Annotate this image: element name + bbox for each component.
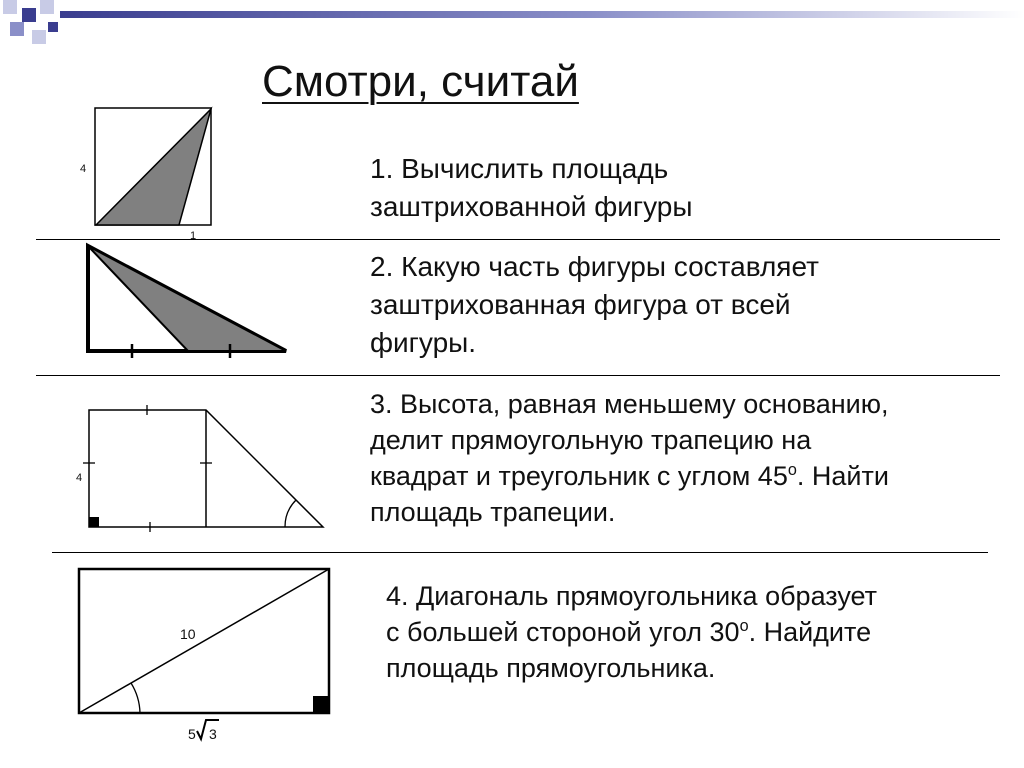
task-4-line: 4. Диагональ прямоугольника образует	[386, 581, 878, 611]
header-square	[32, 30, 46, 44]
header-square	[22, 8, 36, 22]
base-label-root: 3	[209, 726, 217, 742]
task-3-line-end: . Найти	[796, 461, 889, 491]
header-square	[3, 0, 17, 14]
header-square	[40, 0, 54, 14]
task-4-line	[386, 614, 877, 650]
header-square	[48, 22, 58, 32]
base-label: 1	[190, 230, 197, 242]
header-decoration	[0, 0, 1024, 52]
shaded-triangle	[88, 246, 286, 351]
angle-arc	[285, 500, 296, 527]
right-trapezoid-figure	[70, 400, 335, 540]
divider	[52, 552, 988, 553]
task-2-line: заштрихованная фигура от всей	[370, 289, 791, 320]
diagonal-label: 10	[180, 626, 196, 642]
task-3-text	[370, 386, 889, 530]
degree-mark: o	[787, 461, 797, 479]
task-4-line-end: . Найдите	[748, 617, 872, 647]
right-angle-mark	[89, 517, 99, 527]
side-label: 4	[80, 163, 87, 175]
task-2-line: фигуры.	[370, 327, 477, 358]
task-3-line-start: квадрат и треугольник с углом 45	[370, 461, 788, 491]
task-3-line: площадь трапеции.	[370, 497, 616, 527]
shaded-triangle	[96, 109, 211, 225]
task-1-text	[370, 150, 693, 226]
header-square	[10, 22, 24, 36]
base-label-number: 5	[188, 726, 196, 742]
task-4-text	[386, 578, 877, 686]
task-2-text	[370, 248, 819, 362]
task-1-line: заштрихованной фигуры	[370, 191, 693, 222]
angle-arc	[131, 683, 140, 713]
square-with-shaded-triangle-figure	[70, 100, 230, 245]
divider	[36, 375, 1000, 376]
header-gradient-bar	[60, 11, 1024, 18]
degree-mark: o	[739, 617, 749, 635]
task-1-line: 1. Вычислить площадь	[370, 153, 669, 184]
diagonal-line	[79, 569, 329, 713]
task-4-line-start: с большей стороной угол 30	[386, 617, 740, 647]
task-2-line: 2. Какую часть фигуры составляет	[370, 251, 819, 282]
right-angle-mark	[313, 696, 329, 713]
side-label: 4	[76, 472, 83, 484]
right-triangle-with-shaded-part-figure	[80, 240, 300, 365]
task-3-line: делит прямоугольную трапецию на	[370, 425, 812, 455]
task-3-line: 3. Высота, равная меньшему основанию,	[370, 389, 889, 419]
slide-title: Смотри, считай	[262, 57, 579, 106]
rectangle-with-diagonal-figure	[70, 560, 345, 750]
task-3-line	[370, 458, 889, 494]
task-4-line: площадь прямоугольника.	[386, 653, 716, 683]
